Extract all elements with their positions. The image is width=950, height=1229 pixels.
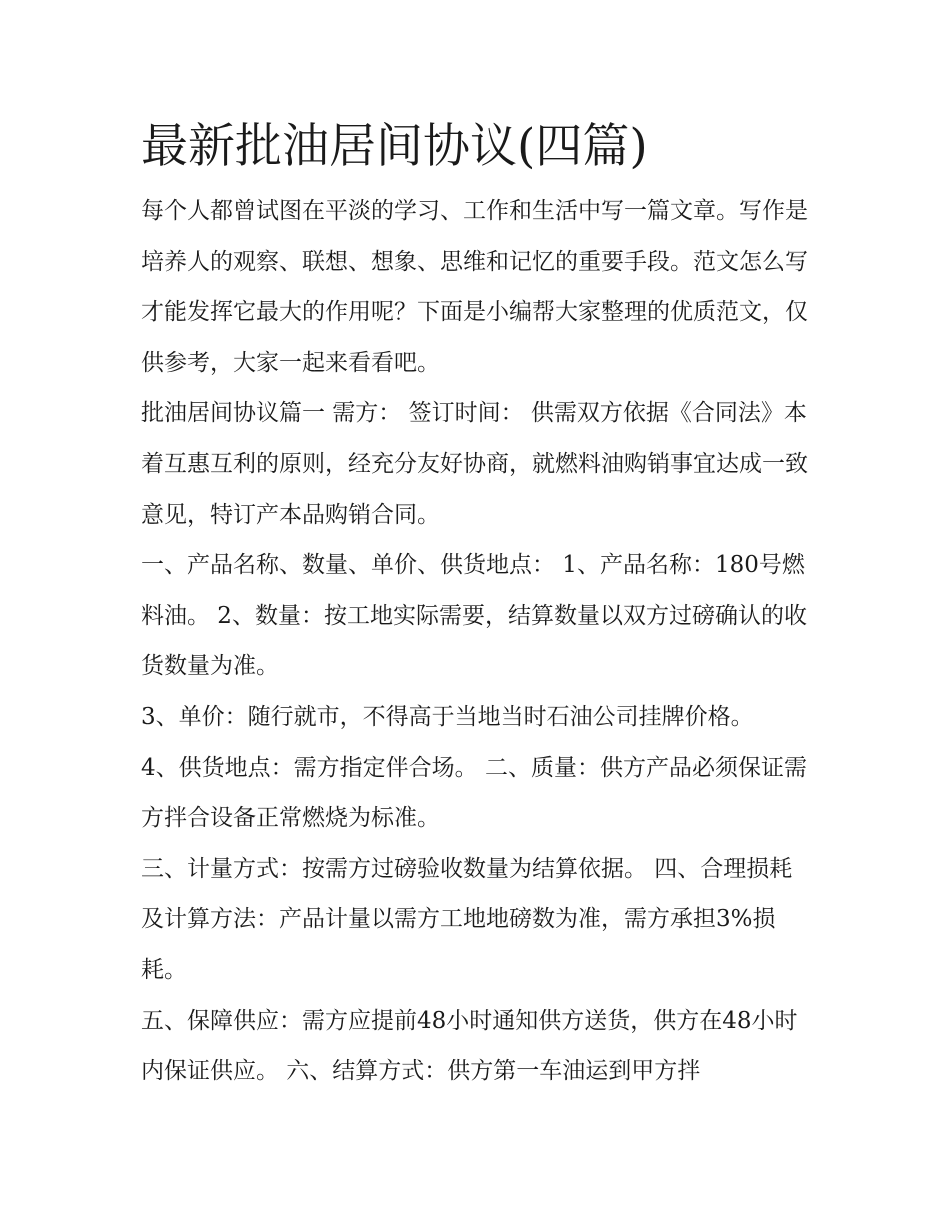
product-section-paragraph: 一、产品名称、数量、单价、供货地点： 1、产品名称：180号燃料油。 2、数量：按工地实际需要，结算数量以双方过磅确认的收货数量为准。 — [141, 552, 807, 680]
intro-paragraph: 每个人都曾试图在平淡的学习、工作和生活中写一篇文章。写作是培养人的观察、联想、想象、思维和记忆的重要手段。范文怎么写才能发挥它最大的作用呢？下面是小编帮大家整理的优质范文，仅供参考，大家一起来看看吧。 — [141, 198, 808, 376]
agreement-preamble-paragraph: 批油居间协议篇一 需方： 签订时间： 供需双方依据《合同法》本着互惠互利的原则，经充分友好协商，就燃料油购销事宜达成一致意见，特订产本品购销合同。 — [141, 400, 808, 528]
document-title: 最新批油居间协议(四篇) — [141, 119, 648, 174]
unit-price-paragraph: 3、单价：随行就市，不得高于当地当时石油公司挂牌价格。 — [141, 703, 754, 730]
supply-settlement-paragraph: 五、保障供应：需方应提前48小时通知供方送货，供方在48小时内保证供应。 六、结算方式：供方第一车油运到甲方拌 — [141, 1007, 798, 1085]
measurement-loss-paragraph: 三、计量方式：按需方过磅验收数量为结算依据。 四、合理损耗及计算方法：产品计量以需方工地地磅数为准，需方承担3%损耗。 — [141, 855, 793, 983]
document-page — [141, 112, 813, 1097]
delivery-quality-paragraph: 4、供货地点：需方指定伴合场。 二、质量：供方产品必须保证需方拌合设备正常燃烧为标准。 — [141, 754, 807, 832]
